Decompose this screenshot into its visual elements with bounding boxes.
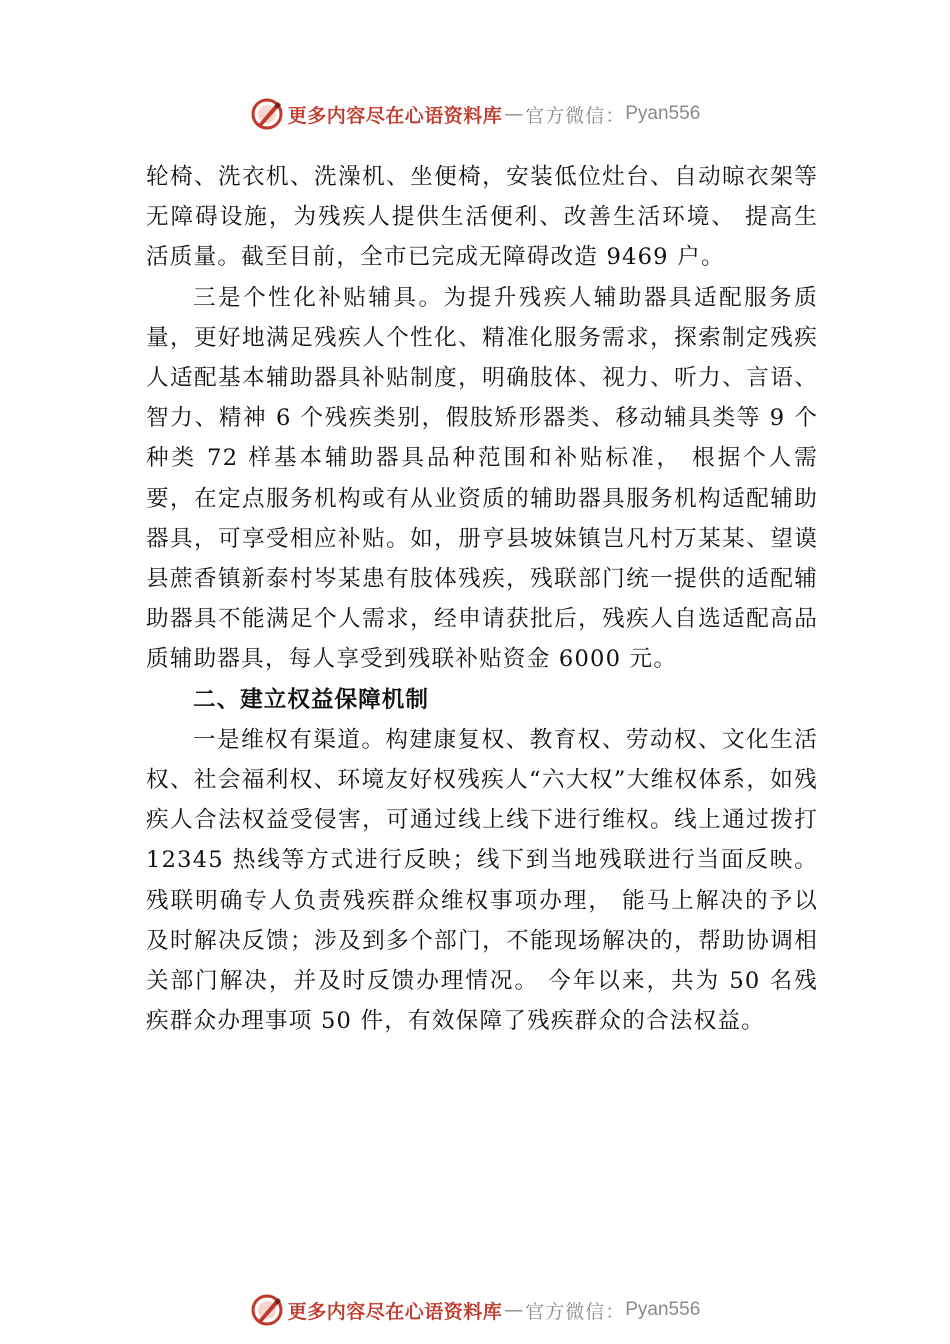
pen-logo-icon	[250, 97, 284, 131]
section-heading: 二、建立权益保障机制	[193, 686, 429, 713]
paragraph-rights: 一是维权有渠道。构建康复权、教育权、劳动权、文化生活权、社会福利权、环境友好权残疾人“六大权”大维权体系，如残疾人合法权益受侵害，可通过线上线下进行维权。线上通过拨打 12345 热线等方式进行反映；线下到当地残联进行当面反映。残联明确专人负责残疾群众维权事项办理， 能马上解决的予以及时解决反馈；涉及到多个部门，不能现场解决的，帮助协调相关部门解决，并及时反馈办理情况。 今年以来，共为 50 名残疾群众办理事项 50 件，有效保障了残疾群众的合法权益。	[146, 726, 818, 1035]
banner-wechat-id: Pyan556	[625, 103, 701, 124]
banner-wechat-label: 官方微信：	[525, 104, 626, 127]
banner-dash: —	[504, 1299, 524, 1321]
document-body	[146, 157, 818, 1041]
banner-dash: —	[504, 103, 524, 125]
footer-banner	[0, 1290, 950, 1330]
header-banner	[0, 94, 950, 134]
paragraph-subsidy: 三是个性化补贴辅具。为提升残疾人辅助器具适配服务质量，更好地满足残疾人个性化、精准化服务需求，探索制定残疾人适配基本辅助器具补贴制度，明确肢体、视力、听力、言语、智力、精神 6 个残疾类别，假肢矫形器类、移动辅具类等 9 个种类 72 样基本辅助器具品种范围和补贴标准， 根据个人需要，在定点服务机构或有从业资质的辅助器具服务机构适配辅助器具，可享受相应补贴。如，册亨县坡妹镇岂凡村万某某、望谟县蔗香镇新泰村岑某患有肢体残疾，残联部门统一提供的适配辅助器具不能满足个人需求，经申请获批后，残疾人自选适配高品质辅助器具，每人享受到残联补贴资金 6000 元。	[146, 284, 818, 673]
paragraph-continuation: 轮椅、洗衣机、洗澡机、坐便椅，安装低位灶台、自动晾衣架等无障碍设施，为残疾人提供生活便利、改善生活环境、 提高生活质量。截至目前，全市已完成无障碍改造 9469 户。	[146, 164, 818, 271]
banner-wechat-label: 官方微信：	[525, 1300, 626, 1323]
banner-site-name: 更多内容尽在心语资料库	[287, 104, 503, 127]
banner-site-name: 更多内容尽在心语资料库	[287, 1300, 503, 1323]
pen-logo-icon	[250, 1293, 284, 1327]
banner-wechat-id: Pyan556	[625, 1299, 701, 1320]
